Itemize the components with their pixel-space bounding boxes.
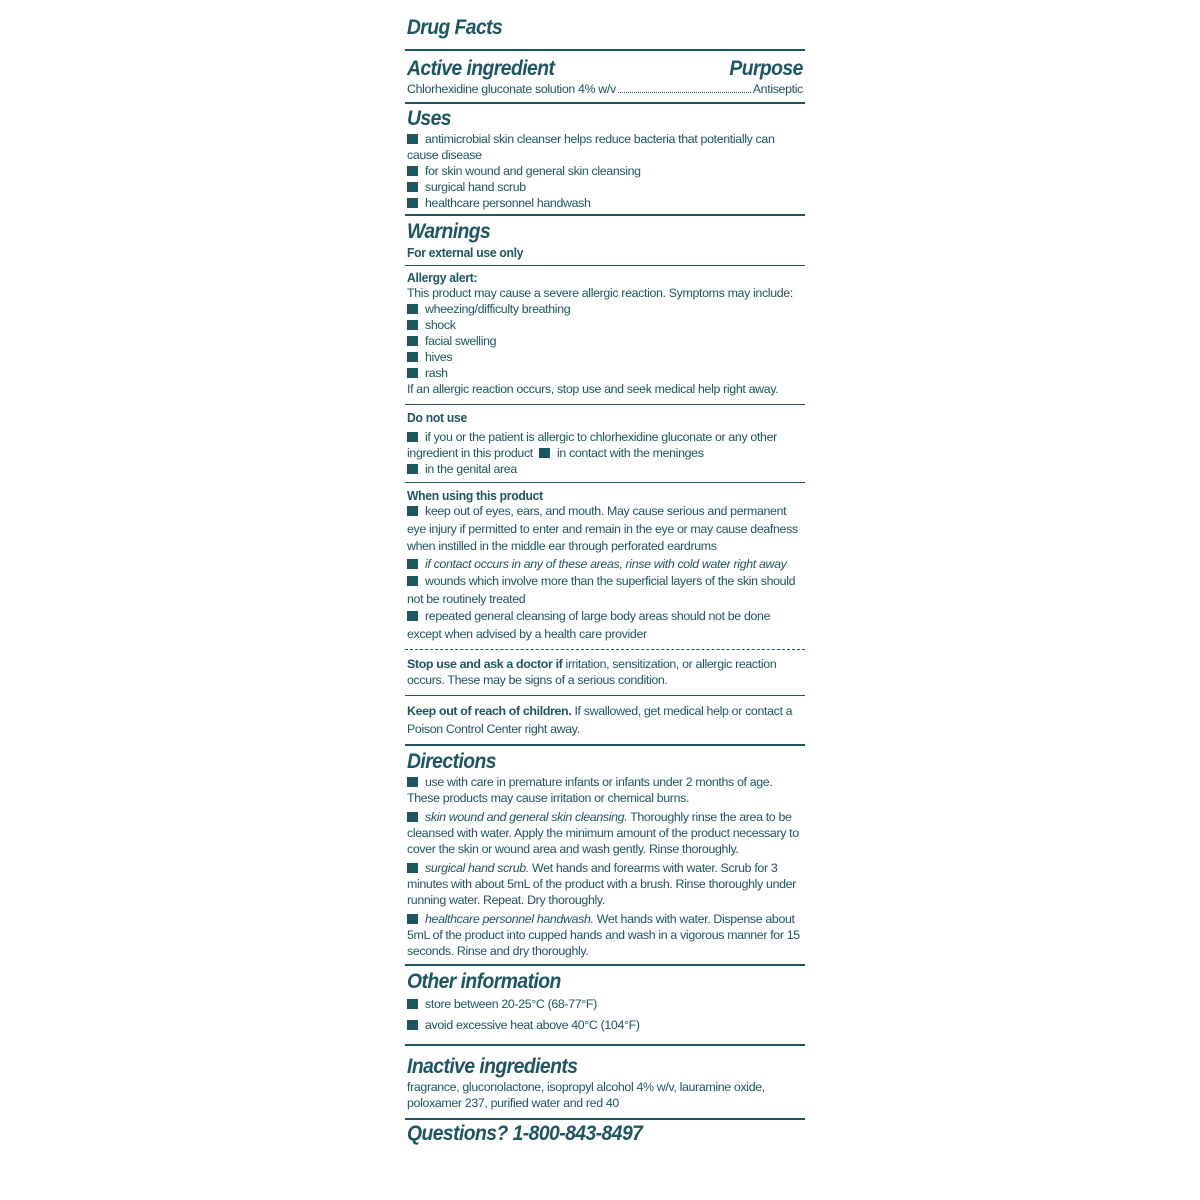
other-info-heading: Other information [407, 970, 561, 993]
bullet-square-icon [407, 1020, 418, 1030]
when-using-heading: When using this product [407, 488, 543, 503]
active-ingredient-row [407, 81, 803, 97]
symptom-item: shock [407, 317, 803, 333]
questions-section [405, 1120, 805, 1149]
active-ingredient-purpose: Antiseptic [752, 82, 803, 96]
label-title: Drug Facts [406, 16, 503, 39]
uses-item: surgical hand scrub [407, 179, 803, 195]
bullet-square-icon [407, 914, 418, 924]
uses-heading: Uses [407, 107, 451, 130]
external-use-note: For external use only [407, 245, 524, 260]
when-using-item: wounds which involve more than the superficial layers of the skin should not be routinely treated [407, 574, 796, 606]
bullet-square-icon [407, 812, 418, 822]
drug-facts-label [405, 14, 805, 1149]
bullet-square-icon [407, 182, 418, 192]
keep-out-section [405, 696, 805, 741]
bullet-square-icon [407, 352, 418, 362]
bullet-square-icon [407, 863, 418, 873]
bullet-square-icon [407, 336, 418, 346]
uses-item: healthcare personnel handwash [407, 195, 803, 211]
bullet-square-icon [407, 506, 418, 516]
active-ingredient-name: Chlorhexidine gluconate solution 4% w/v [407, 82, 616, 96]
directions-heading: Directions [407, 750, 496, 773]
allergy-intro: This product may cause a severe allergic reaction. Symptoms may include: [407, 286, 793, 300]
uses-item: antimicrobial skin cleanser helps reduce bacteria that potentially can cause disease [407, 132, 775, 162]
symptom-item: rash [407, 365, 803, 381]
uses-item: for skin wound and general skin cleansing [407, 163, 803, 179]
directions-item: skin wound and general skin cleansing. Thoroughly rinse the area to be cleansed with water. Apply the minimum amount of the product necessary to cover the skin or wound area and wash gently. Rinse thoroughly. [407, 810, 799, 856]
bullet-square-icon [407, 134, 418, 144]
allergy-section [405, 266, 805, 400]
warnings-section [405, 216, 805, 263]
bullet-square-icon [407, 166, 418, 176]
active-ingredient-heading: Active ingredient [407, 57, 555, 80]
other-info-item: store between 20-25°C (68-77°F) [407, 994, 803, 1015]
inactive-text: fragrance, gluconolactone, isopropyl alcohol 4% w/v, lauramine oxide, poloxamer 237, purified water and red 40 [407, 1080, 765, 1110]
purpose-heading: Purpose [729, 57, 803, 80]
inactive-section [405, 1046, 805, 1114]
when-using-item: keep out of eyes, ears, and mouth. May cause serious and permanent eye injury if permitted to enter and remain in the eye or may cause deafness when instilled in the middle ear through perforated eardrums [407, 504, 798, 553]
directions-section [405, 746, 805, 962]
symptom-item: facial swelling [407, 333, 803, 349]
when-using-section [405, 483, 805, 646]
bullet-square-icon [407, 559, 418, 569]
stop-use-text: Stop use and ask a doctor if irritation, sensitization, or allergic reaction occurs. These may be signs of a serious condition. [407, 657, 777, 687]
keep-out-text: Keep out of reach of children. If swallowed, get medical help or contact a Poison Control Center right away. [407, 704, 793, 736]
stop-use-section [405, 650, 805, 691]
allergy-outro: If an allergic reaction occurs, stop use and seek medical help right away. [407, 382, 779, 396]
bullet-square-icon [407, 198, 418, 208]
other-info-item: avoid excessive heat above 40°C (104°F) [407, 1015, 803, 1036]
bullet-square-icon [407, 576, 418, 586]
when-using-item: repeated general cleansing of large body areas should not be done except when advised by a health care provider [407, 609, 771, 641]
do-not-use-heading: Do not use [407, 410, 467, 425]
do-not-use-item: in the genital area [407, 461, 803, 477]
bullet-square-icon [539, 448, 550, 458]
warnings-heading: Warnings [407, 220, 491, 243]
symptom-item: wheezing/difficulty breathing [407, 301, 803, 317]
active-ingredient-section [405, 51, 805, 100]
questions-line: Questions? 1-800-843-8497 [407, 1122, 643, 1145]
bullet-square-icon [407, 464, 418, 474]
symptom-item: hives [407, 349, 803, 365]
uses-section [405, 104, 805, 214]
bullet-square-icon [407, 304, 418, 314]
directions-item: healthcare personnel handwash. Wet hands with water. Dispense about 5mL of the product into cupped hands and wash in a vigorous manner for 15 seconds. Rinse and dry thoroughly. [407, 912, 800, 958]
bullet-square-icon [407, 999, 418, 1009]
directions-item: surgical hand scrub. Wet hands and forearms with water. Scrub for 3 minutes with about 5mL of the product with a brush. Rinse thoroughly under running water. Repeat. Dry thoroughly. [407, 861, 796, 907]
allergy-heading: Allergy alert: [407, 270, 478, 285]
bullet-square-icon [407, 777, 418, 787]
bullet-square-icon [407, 368, 418, 378]
inactive-heading: Inactive ingredients [407, 1055, 578, 1078]
bullet-square-icon [407, 611, 418, 621]
other-info-section [405, 966, 805, 1039]
when-using-item: if contact occurs in any of these areas, rinse with cold water right away [407, 556, 803, 574]
leader-dots [618, 92, 751, 93]
directions-item: use with care in premature infants or infants under 2 months of age. These products may cause irritation or chemical burns. [407, 775, 773, 805]
do-not-use-item: if you or the patient is allergic to chlorhexidine gluconate or any other ingredient in this product in contact with the meninges [407, 430, 777, 460]
active-heading-row [407, 57, 803, 81]
do-not-use-section [405, 405, 805, 480]
bullet-square-icon [407, 432, 418, 442]
bullet-square-icon [407, 320, 418, 330]
